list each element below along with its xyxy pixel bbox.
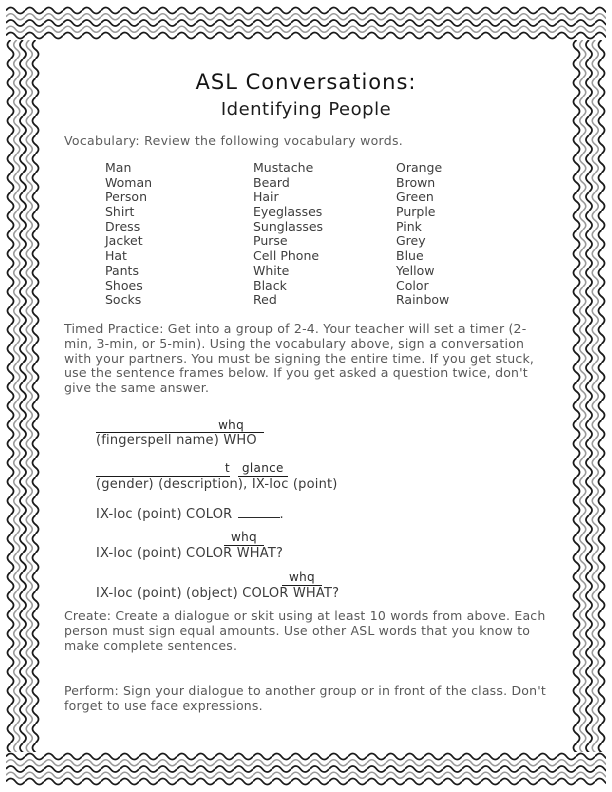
vocab-word: Jacket <box>105 233 143 249</box>
vocab-word: Color <box>396 277 429 293</box>
vocab-word: Sunglasses <box>253 218 324 234</box>
fill-in-blank-line <box>238 505 280 518</box>
gloss-text: IX-loc (point) COLOR <box>96 507 233 522</box>
sentence-frame-2 <box>96 462 338 492</box>
perform-paragraph: Perform: Sign your dialogue to another group or in front of the class. Don't forget to use face expressions. <box>64 683 546 713</box>
vocabulary-heading: Vocabulary: Review the following vocabulary words. <box>64 133 404 148</box>
vocab-word: Eyeglasses <box>253 204 323 220</box>
timed-practice-paragraph: Timed Practice: Get into a group of 2-4. Your teacher will set a timer (2-min, 3-min, or 5-min). Using the vocabulary above, sign a conversation with your partners. You must be signing the entire time. If you get stuck, use the sentence frames below. If you get asked a question twice, don't give the same answer. <box>64 321 535 396</box>
vocab-column-1 <box>105 161 152 308</box>
vocab-word: Woman <box>105 174 153 190</box>
gloss-punctuation: . <box>279 507 284 522</box>
vocab-word: Red <box>253 292 277 308</box>
vocab-word: Dress <box>105 218 141 234</box>
vocab-word: Purple <box>396 204 436 220</box>
vocab-word: Rainbow <box>396 292 450 308</box>
vocab-word: Grey <box>396 233 426 249</box>
vocab-word: White <box>253 262 290 278</box>
vocab-word: Mustache <box>253 160 314 175</box>
vocab-word: Orange <box>396 160 443 175</box>
sentence-frame-3 <box>96 503 284 522</box>
page-title: ASL Conversations: <box>195 70 417 94</box>
vocab-word: Purse <box>253 233 288 249</box>
vocab-word: Hat <box>105 248 127 264</box>
gloss-text: (gender) (description), IX-loc (point) <box>96 477 338 492</box>
marker-row <box>96 462 338 477</box>
vocab-word: Pants <box>105 262 139 278</box>
vocab-column-2 <box>253 161 323 308</box>
wavy-border-left <box>6 40 40 752</box>
vocab-column-3 <box>396 161 449 308</box>
page-subtitle: Identifying People <box>220 99 392 120</box>
topic-marker-line: t <box>96 461 230 477</box>
vocab-word: Cell Phone <box>253 248 320 264</box>
wavy-border-bottom <box>6 752 606 786</box>
glance-marker-line: glance <box>238 461 288 477</box>
vocab-word: Socks <box>105 292 142 308</box>
wavy-border-top <box>6 6 606 40</box>
vocab-word: Beard <box>253 174 290 190</box>
vocab-word: Shoes <box>105 277 143 293</box>
vocab-word: Blue <box>396 248 424 264</box>
whq-marker-line: whq <box>224 530 264 546</box>
vocab-word: Brown <box>396 174 436 190</box>
vocab-word: Person <box>105 189 148 205</box>
vocab-word: Hair <box>253 189 279 205</box>
vocab-word: Man <box>105 160 132 175</box>
wavy-border-right <box>572 40 606 752</box>
vocab-word: Green <box>396 189 434 205</box>
sentence-frame-5 <box>96 566 339 601</box>
vocab-word: Black <box>253 277 287 293</box>
vocab-word: Pink <box>396 218 422 234</box>
gloss-text: (fingerspell name) WHO <box>96 433 257 448</box>
gloss-text: IX-loc (point) COLOR WHAT? <box>96 546 284 561</box>
whq-marker-line: whq <box>96 418 264 433</box>
sentence-frame-4 <box>96 526 283 561</box>
vocab-word: Yellow <box>396 262 435 278</box>
whq-marker-line: whq <box>282 570 322 586</box>
vocab-word: Shirt <box>105 204 135 220</box>
sentence-frame-1 <box>96 418 264 448</box>
create-paragraph: Create: Create a dialogue or skit using at least 10 words from above. Each person must sign equal amounts. Use other ASL words that you know to make complete sentences. <box>64 608 546 653</box>
gloss-text: IX-loc (point) (object) COLOR WHAT? <box>96 586 340 601</box>
